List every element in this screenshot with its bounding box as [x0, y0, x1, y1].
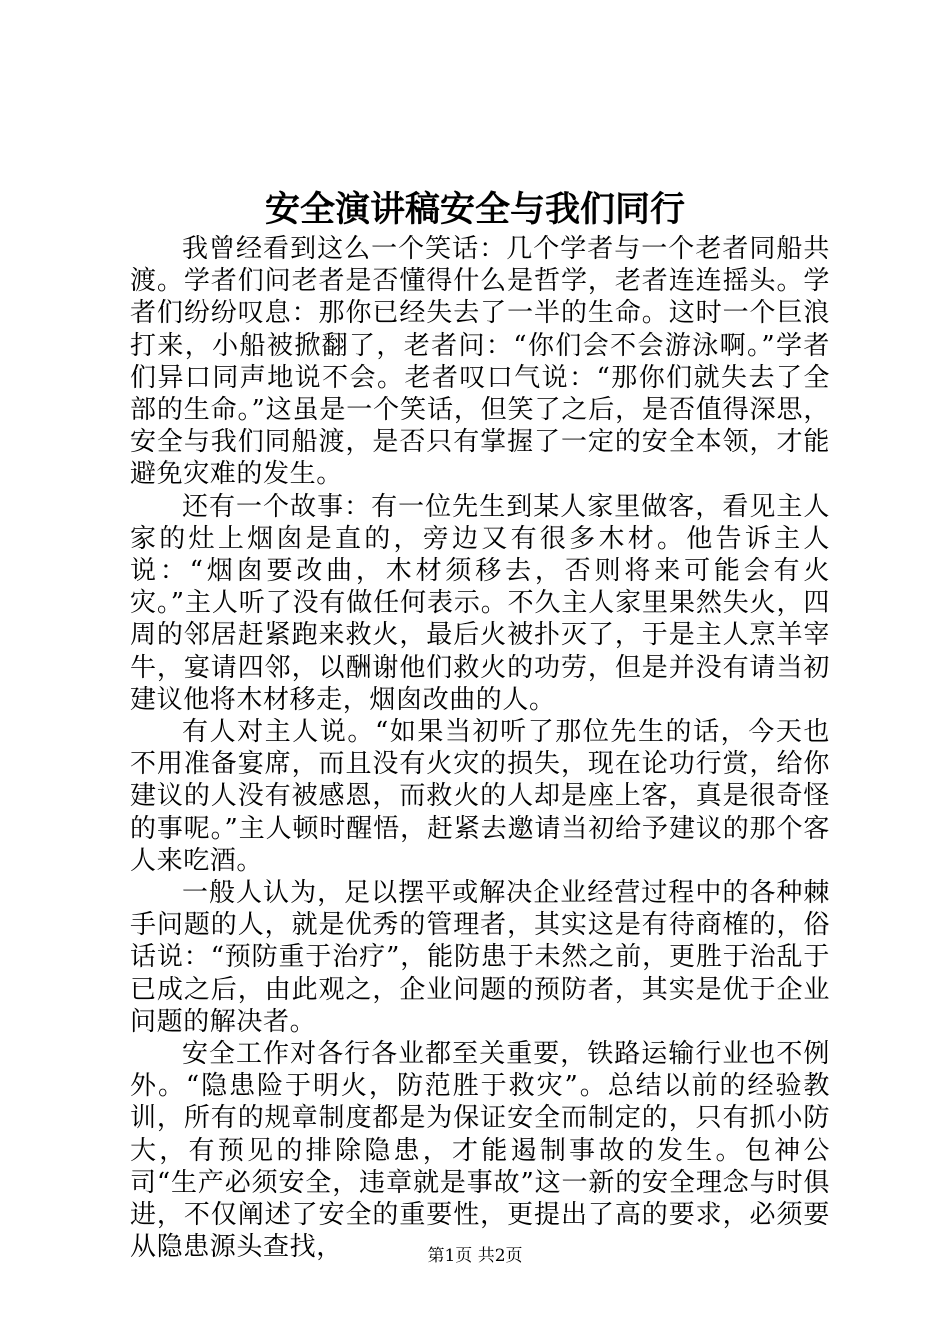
paragraph: 有人对主人说。“如果当初听了那位先生的话，今天也不用准备宴席，而且没有火灾的损失，现在论功行赏，给你建议的人没有被感恩，而救火的人却是座上客，真是很奇怪的事呢。”主人顿时醒悟，赶紧去邀请当初给予建议的那个客人来吃酒。	[130, 717, 830, 876]
paragraph: 一般人认为，足以摆平或解决企业经营过程中的各种棘手问题的人，就是优秀的管理者，其实这是有待商榷的，俗话说：“预防重于治疗”，能防患于未然之前，更胜于治乱于已成之后，由此观之，企业问题的预防者，其实是优于企业问题的解决者。	[130, 878, 830, 1037]
paragraph: 我曾经看到这么一个笑话：几个学者与一个老者同船共渡。学者们问老者是否懂得什么是哲学，老者连连摇头。学者们纷纷叹息：那你已经失去了一半的生命。这时一个巨浪打来，小船被掀翻了，老者问：“你们会不会游泳啊。”学者们异口同声地说不会。老者叹口气说：“那你们就失去了全部的生命。”这虽是一个笑话，但笑了之后，是否值得深思，安全与我们同船渡，是否只有掌握了一定的安全本领，才能避免灾难的发生。	[130, 234, 830, 490]
paragraph: 还有一个故事：有一位先生到某人家里做客，看见主人家的灶上烟囱是直的，旁边又有很多木材。他告诉主人说：“烟囱要改曲，木材须移去，否则将来可能会有火灾。”主人听了没有做任何表示。不久主人家里果然失火，四周的邻居赶紧跑来救火，最后火被扑灭了，于是主人烹羊宰牛，宴请四邻，以酬谢他们救火的功劳，但是并没有请当初建议他将木材移走，烟囱改曲的人。	[130, 491, 830, 715]
paragraph: 安全工作对各行各业都至关重要，铁路运输行业也不例外。“隐患险于明火，防范胜于救灾”。总结以前的经验教训，所有的规章制度都是为保证安全而制定的，只有抓小防大，有预见的排除隐患，才能遏制事故的发生。包神公司“生产必须安全，违章就是事故”这一新的安全理念与时俱进，不仅阐述了安全的重要性，更提出了高的要求，必须要从隐患源头查找，	[130, 1039, 830, 1263]
page-number-footer: 第1页 共2页	[427, 1246, 523, 1266]
document-body	[130, 233, 830, 1264]
document-title: 安全演讲稿安全与我们同行	[264, 189, 685, 230]
